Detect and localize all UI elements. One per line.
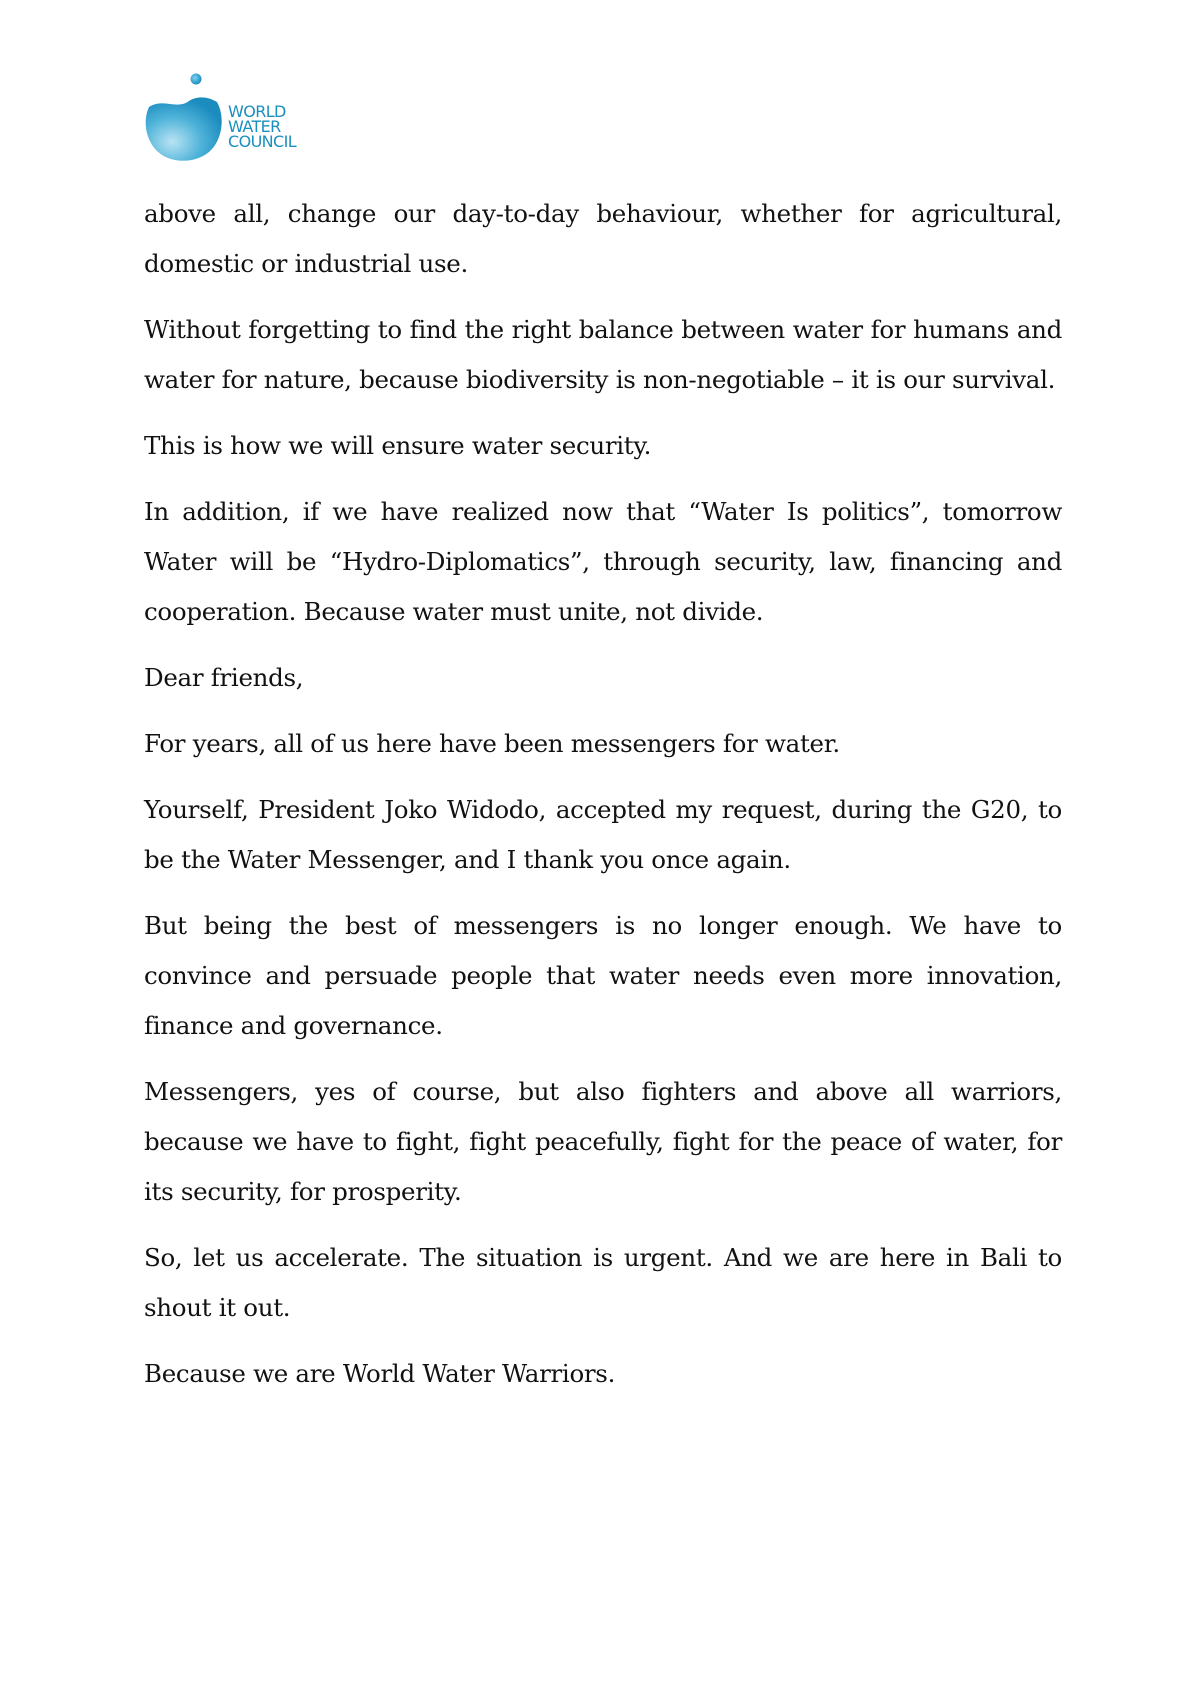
paragraph: Yourself, President Joko Widodo, accepted my request, during the G20, to be the Water Messenger, and I thank you once again. (144, 795, 1062, 874)
speech-body (144, 189, 1062, 1415)
paragraph: For years, all of us here have been messengers for water. (144, 729, 840, 758)
paragraph: Dear friends, (144, 663, 304, 692)
world-water-council-logo (145, 70, 305, 165)
paragraph: This is how we will ensure water security. (144, 431, 652, 460)
paragraph: Without forgetting to find the right balance between water for humans and water for nature, because biodiversity is non-negotiable – it is our survival. (144, 315, 1062, 394)
paragraph: But being the best of messengers is no longer enough. We have to convince and persuade people that water needs even more innovation, finance and governance. (144, 911, 1062, 1040)
logo-line-world: WORLD (228, 102, 286, 121)
paragraph: Messengers, yes of course, but also fighters and above all warriors, because we have to fight, fight peacefully, fight for the peace of water, for its security, for prosperity. (144, 1077, 1062, 1206)
logo-line-council: COUNCIL (228, 132, 297, 151)
logo-wordmark (228, 104, 296, 149)
paragraph: In addition, if we have realized now that “Water Is politics”, tomorrow Water will be “Hydro-Diplomatics”, through security, law, financing and cooperation. Because water must unite, not divide. (144, 497, 1062, 626)
water-drop-logo-icon (145, 70, 225, 165)
logo-line-water: WATER (228, 117, 281, 136)
paragraph: Because we are World Water Warriors. (144, 1359, 616, 1388)
paragraph: So, let us accelerate. The situation is urgent. And we are here in Bali to shout it out. (144, 1243, 1062, 1322)
paragraph: above all, change our day-to-day behaviour, whether for agricultural, domestic or industrial use. (144, 199, 1062, 278)
